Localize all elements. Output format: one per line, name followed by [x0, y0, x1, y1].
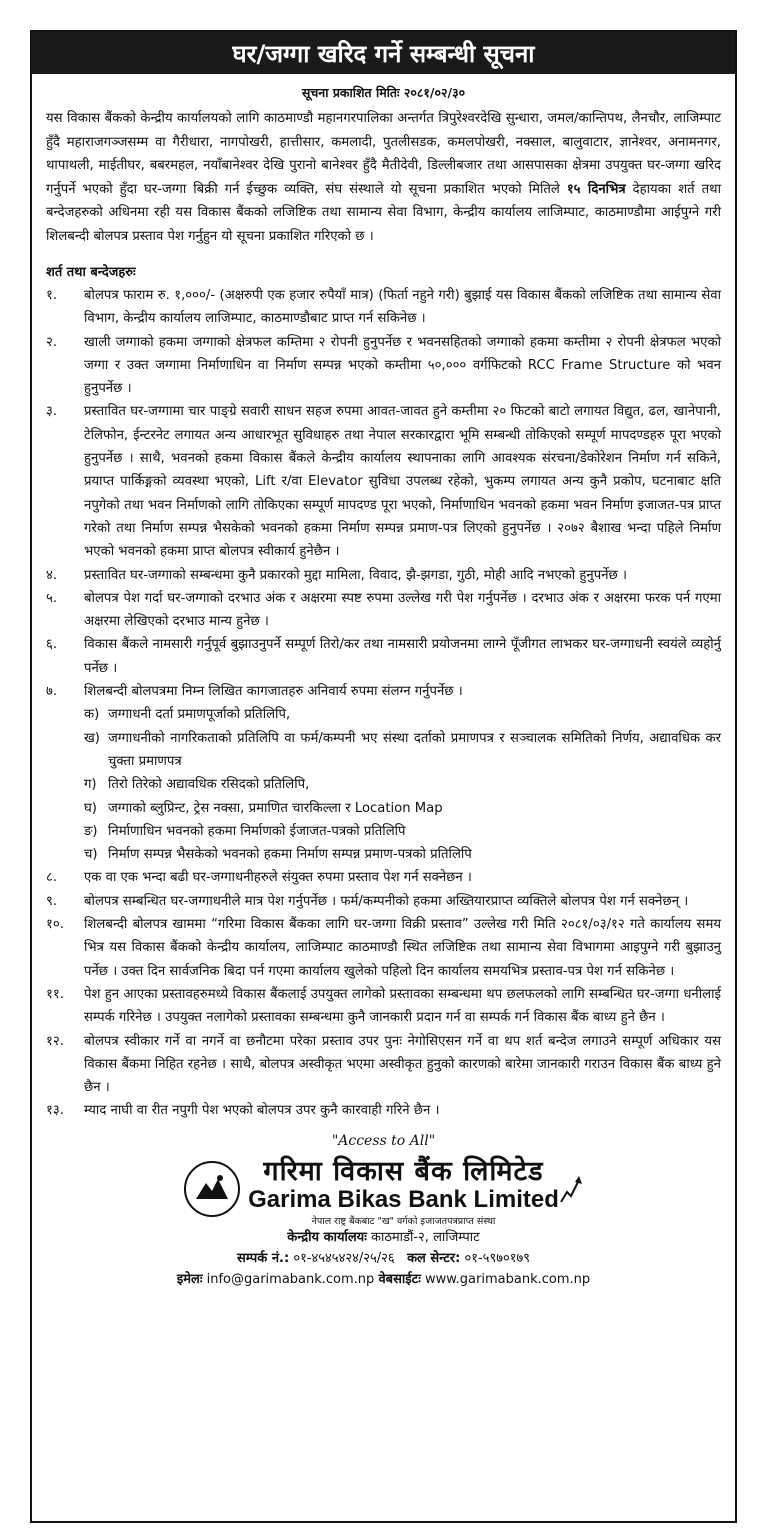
- email-link[interactable]: info@garimabank.com.np: [206, 1271, 375, 1287]
- bank-name-nepali: गरिमा विकास बैंक लिमिटेड: [263, 1155, 544, 1187]
- condition-number: २.: [46, 334, 58, 350]
- condition-number: ६.: [46, 637, 58, 653]
- bank-logo-row: [32, 1151, 735, 1227]
- condition-number: ८.: [46, 870, 58, 886]
- notice-box: [30, 30, 737, 1523]
- subitem: [84, 727, 721, 774]
- condition-number: १.: [46, 288, 58, 303]
- email-label: इमेलः: [176, 1271, 203, 1287]
- call-center-number: ०१-५९७०१७९: [464, 1250, 530, 1266]
- subitem-letter: ग): [84, 777, 97, 793]
- condition-number: ४.: [46, 567, 58, 583]
- subitem: [84, 797, 721, 820]
- condition-text: म्याद नाघी वा रीत नपुगी पेश भएको बोलपत्र उपर कुनै कारवाही गरिने छैन ।: [84, 1103, 440, 1119]
- office-address: काठमाडौं-२, लाजिम्पाट: [370, 1229, 480, 1245]
- conditions-heading: शर्त तथा बन्देजहरुः: [46, 265, 136, 280]
- condition-number: ७.: [46, 684, 58, 700]
- office-line: [32, 1227, 735, 1248]
- condition-number: ५.: [46, 590, 58, 606]
- bank-license-note: नेपाल राष्ट्र बैंकबाट "ख" वर्गको इजाजतपत्रप्राप्त संस्था: [311, 1215, 496, 1227]
- phone-line: [32, 1248, 735, 1269]
- intro-paragraph: [46, 107, 721, 248]
- condition-text: बोलपत्र सम्बन्धित घर-जग्गाधनीले मात्र पेश गर्नुपर्नेछ । फर्म/कम्पनीको हकमा अख्तियारप्राप्त व्यक्तिले बोलपत्र पेश गर्न सक्नेछन् ।: [84, 893, 689, 909]
- notice-title: घर/जग्गा खरिद गर्ने सम्बन्धी सूचना: [32, 32, 735, 74]
- condition-number: ३.: [46, 404, 58, 420]
- bank-name-english: Garima Bikas Bank Limited: [248, 1185, 559, 1213]
- condition-text: विकास बैंकले नामसारी गर्नुपूर्व बुझाउनुपर्ने सम्पूर्ण तिरो/कर तथा नामसारी प्रयोजनमा लाग्ने पूँजीगत लाभकर घर-जग्गाधनी स्वयंले व्यहोर्नु पर्नेछ ।: [84, 637, 721, 676]
- condition-item: [46, 331, 721, 401]
- condition-number: १३.: [46, 1103, 64, 1119]
- subitem-text: जग्गाधनी दर्ता प्रमाणपूर्जाको प्रतिलिपि,: [108, 707, 291, 723]
- condition-text: एक वा एक भन्दा बढी घर-जग्गाधनीहरुले संयुक्त रुपमा प्रस्ताव पेश गर्न सक्नेछन ।: [84, 870, 472, 886]
- phone-number: ०१-४५४५४२४/२५/२६: [293, 1250, 395, 1266]
- condition-text: खाली जग्गाको हकमा जग्गाको क्षेत्रफल कम्तिमा २ रोपनी हुनुपर्नेछ र भवनसहितको जग्गाको हकमा कम्तीमा २ रोपनी क्षेत्रफल भएको जग्गा र उक्त जग्गामा निर्माणाधिन वा निर्माण सम्पन्न भएको कम्तीमा ५०,००० वर्गफिटको RCC Frame Structure को भवन हुनुपर्नेछ ।: [84, 334, 721, 397]
- condition-item: [46, 633, 721, 680]
- bank-tagline: "Access to All": [331, 1132, 436, 1149]
- subitem-text: जग्गाको ब्लुप्रिन्ट, ट्रेस नक्सा, प्रमाणित चारकिल्ला र Location Map: [108, 800, 443, 816]
- subitem-letter: ङ): [84, 823, 98, 839]
- bank-logo-icon: [184, 1161, 240, 1217]
- condition-item: [46, 680, 721, 703]
- call-center-label: कल सेन्टर:: [407, 1250, 461, 1266]
- condition-item: [46, 1099, 721, 1122]
- website-link[interactable]: www.garimabank.com.np: [424, 1271, 591, 1287]
- condition-text: बोलपत्र पेश गर्दा घर-जग्गाको दरभाउ अंक र अक्षरमा स्पष्ट रुपमा उल्लेख गरी पेश गर्नुपर्नेछ । दरभाउ अंक र अक्षरमा फरक पर्न गएमा अक्षरमा लेखिएको दरभाउ मान्य हुनेछ ।: [84, 590, 721, 630]
- email-web-line: [32, 1269, 735, 1290]
- condition-item: [46, 564, 721, 587]
- condition-item: [46, 913, 721, 983]
- subitem: [84, 843, 721, 866]
- condition-item: [46, 890, 721, 913]
- website-label: वेबसाईटः: [378, 1271, 421, 1287]
- phone-label: सम्पर्क नं.:: [236, 1250, 290, 1266]
- condition-text: प्रस्तावित घर-जग्गाको सम्बन्धमा कुनै प्रकारको मुद्दा मामिला, विवाद, झै-झगडा, गुठी, मोही आदि नभएको हुनुपर्नेछ ।: [84, 567, 627, 583]
- subitem: [84, 820, 721, 843]
- condition-item: [46, 400, 721, 563]
- intro-text-2: देहायका शर्त तथा बन्देजहरुको अधिनमा रही यस विकास बैंकको लजिष्टिक तथा सामान्य सेवा विभाग, केन्द्रीय कार्यालय लाजिम्पाट, काठमाण्डौमा आईपुग्ने गरी शिलबन्दी बोलपत्र प्रस्ताव पेश गर्नुहुन यो सूचना प्रकाशित गरिएको छ ।: [46, 181, 722, 244]
- condition-item: [46, 983, 721, 1030]
- condition-text: शिलबन्दी बोलपत्र खाममा “गरिमा विकास बैंकका लागि घर-जग्गा विक्री प्रस्ताव” उल्लेख गरी मिति २०८१/०३/१२ गते कार्यालय समय भित्र यस विकास बैंकको केन्द्रीय कार्यालय, लाजिम्पाट काठमाण्डौ स्थित लजिष्टिक तथा सामान्य सेवा विभागमा आइपुग्ने गरी बुझाउनु पर्नेछ । उक्त दिन सार्वजनिक बिदा पर्न गएमा कार्यालय खुलेको पहिलो दिन कार्यालय समयभित्र प्रस्ताव-पत्र पेश गर्न सकिनेछ ।: [84, 917, 721, 979]
- growth-arrow-icon: [559, 1174, 583, 1204]
- subitem-letter: क): [84, 707, 100, 723]
- bank-footer: [32, 1133, 735, 1290]
- condition-item: [46, 1030, 721, 1100]
- subitem-text: निर्माण सम्पन्न भैसकेको भवनको हकमा निर्माण सम्पन्न प्रमाण-पत्रको प्रतिलिपि: [108, 847, 472, 863]
- condition-text: शिलबन्दी बोलपत्रमा निम्न लिखित कागजातहरु अनिवार्य रुपमा संलग्न गर्नुपर्नेछ ।: [84, 684, 463, 700]
- office-label: केन्द्रीय कार्यालयः: [287, 1229, 367, 1245]
- condition-item: [46, 284, 721, 331]
- subitem-text: तिरो तिरेको अद्यावधिक रसिदको प्रतिलिपि,: [108, 777, 310, 793]
- condition-number: ९.: [46, 893, 58, 909]
- subitem-group: [46, 703, 721, 866]
- subitem-letter: ख): [84, 730, 100, 746]
- condition-text: बोलपत्र फाराम रु. १,०००/- (अक्षरुपी एक हजार रुपैयाँ मात्र) (फिर्ता नहुने गरी) बुझाई यस विकास बैंकको लजिष्टिक तथा सामान्य सेवा विभाग, केन्द्रीय कार्यालय लाजिम्पाट, काठमाण्डौबाट प्राप्त गर्न सकिनेछ ।: [84, 288, 721, 327]
- subitem: [84, 773, 721, 796]
- condition-number: १२.: [46, 1033, 64, 1049]
- subitem-text: जग्गाधनीको नागरिकताको प्रतिलिपि वा फर्म/कम्पनी भए संस्था दर्ताको प्रमाणपत्र र सञ्चालक समितिको निर्णय, अद्यावधिक कर चुक्ता प्रमाणपत्र: [108, 730, 721, 769]
- intro-text-1: यस विकास बैंकको केन्द्रीय कार्यालयको लागि काठमाण्डौ महानगरपालिका अन्तर्गत त्रिपुरेश्वरदेखि सुन्धारा, जमल/कान्तिपथ, लैनचौर, लाजिम्पाट हुँदै महाराजगञ्जसम्म वा गैरीधारा, नागपोखरी, हात्तीसार, कमलादी, पुतलीसडक, कमलपोखरी, नक्साल, बालुवाटार, ज्ञानेश्वर, अनामनगर, थापाथली, माईतीघर, बबरमहल, नयाँबानेश्वर देखि पुरानो बानेश्वर हुँदै मैतीदेवी, डिल्लीबजार तथा आसपासका क्षेत्रमा उपयुक्त घर-जग्गा खरिद गर्नुपर्ने भएको हुँदा घर-जग्गा बिक्री गर्न ईच्छुक व्यक्ति, संघ संस्थाले यो सूचना प्रकाशित भएको मितिले: [46, 111, 721, 197]
- intro-deadline: १५ दिनभित्र: [566, 181, 626, 197]
- condition-number: ११.: [46, 986, 64, 1002]
- subitem-letter: च): [84, 847, 98, 863]
- published-date: सूचना प्रकाशित मितिः २०८१/०२/३०: [301, 85, 466, 100]
- condition-item: [46, 866, 721, 889]
- subitem: [84, 703, 721, 726]
- subitem-letter: घ): [84, 800, 97, 816]
- condition-item: [46, 587, 721, 634]
- condition-text: बोलपत्र स्वीकार गर्ने वा नगर्ने वा छनौटमा परेका प्रस्ताव उपर पुनः नेगोसिएसन गर्ने वा थप शर्त बन्देज लगाउने सम्पूर्ण अधिकार यस विकास बैंकमा निहित रहनेछ । साथै, बोलपत्र अस्वीकृत भएमा अस्वीकृत हुनुको कारणको बारेमा जानकारी गराउन विकास बैंक बाध्य हुने छैन ।: [84, 1033, 721, 1096]
- condition-text: प्रस्तावित घर-जग्गामा चार पाङ्ग्रे सवारी साधन सहज रुपमा आवत-जावत हुने कम्तीमा २० फिटको बाटो लगायत विद्युत, ढल, खानेपानी, टेलिफोन, ईन्टरनेट लगायत अन्य आधारभूत सुविधाहरु तथा नेपाल सरकारद्वारा भूमि सम्बन्धी तोकिएको सम्पूर्ण मापदण्डहरु पूरा भएको हुनुपर्नेछ । साथै, भवनको हकमा विकास बैंकले केन्द्रीय कार्यालय स्थापनाका लागि आवश्यक संरचना/डेकोरेशन निर्माण गर्न सकिने, प्रयाप्त पार्किङ्गको व्यवस्था भएको, Lift र/वा Elevator सुविधा उपलब्ध रहेको, भुकम्प लगायत अन्य कुनै प्रकोप, घटनाबाट क्षति नपुगेको तथा भवन निर्माणको लागि तोकिएका सम्पूर्ण मापदण्ड पूरा भएको, निर्माणाधिन भवनको हकमा भवन निर्माण इजाजत-पत्र प्राप्त गरेको तथा निर्माण सम्पन्न भैसकेको भवनको हकमा निर्माण सम्पन्न प्रमाण-पत्र लिएको हुनुपर्नेछ । २०७२ बैशाख भन्दा पहिले निर्माण भएको भवनको हकमा प्राप्त बोलपत्र स्वीकार्य हुनेछैन ।: [84, 404, 721, 560]
- conditions-list: [46, 284, 721, 1123]
- subitem-text: निर्माणाधिन भवनको हकमा निर्माणको ईजाजत-पत्रको प्रतिलिपि: [108, 823, 406, 839]
- condition-number: १०.: [46, 917, 64, 933]
- condition-text: पेश हुन आएका प्रस्तावहरुमध्ये विकास बैंकलाई उपयुक्त लागेको प्रस्तावका सम्बन्धमा थप छलफलको लागि सम्बन्धित घर-जग्गा धनीलाई सम्पर्क गरिनेछ । उपयुक्त नलागेको प्रस्तावका सम्बन्धमा कुनै जानकारी प्रदान गर्न वा सम्पर्क गर्न विकास बैंक बाध्य हुने छैन ।: [84, 986, 721, 1026]
